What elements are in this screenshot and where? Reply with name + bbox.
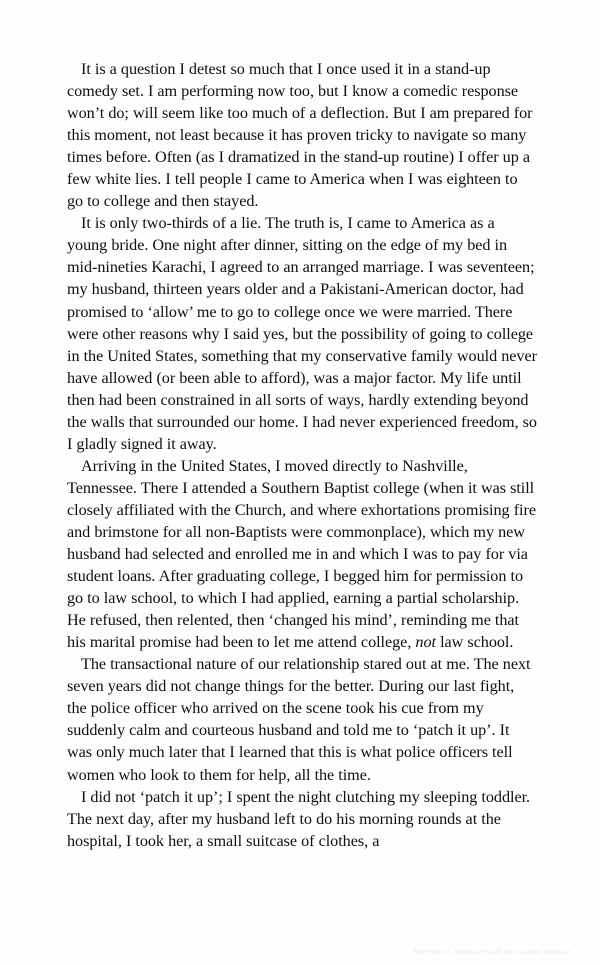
body-paragraph: It is a question I detest so much that I once used it in a stand-up comedy set. I am performing now too, but I know a comedic response won’t do; will seem like too much of a deflection. But I am prepared for this moment, not least because it has proven tricky to navigate so many times before. Often (as I dramatized in the stand-up routine) I offer up a few white lies. I tell people I came to America when I was eighteen to go to college and then stayed. [67,60,533,211]
body-paragraph: It is only two-thirds of a lie. The truth is, I came to America as a young bride. One night after dinner, sitting on the edge of my bed in mid-nineties Karachi, I agreed to an arranged marriage. I was seventeen; my husband, thirteen years older and a Pakistani-American doctor, had promised to ‘allow’ me to go to college once we were married. There were other reasons why I said yes, but the possibility of going to college in the United States, something that my conservative family would never have allowed (or been able to afford), was a major factor. My life until then had been constrained in all sorts of ways, hardly extending beyond the walls that surrounded our home. I had never experienced freedom, so I gladly signed it away. [67,214,537,453]
copyright-watermark [0,941,600,959]
emphasized-word: not [415,633,436,652]
paragraph-text-before-emphasis: Arriving in the United States, I moved directly to Nashville, Tennessee. There I attended a Southern Baptist college (when it was still closely affiliated with the Church, and where exhortations promising fire and brimstone for all non-Baptists were commonplace), which my new husband had selected and enrolled me in and which I was to pay for via student loans. After graduating college, I begged him for permission to go to law school, to which I had applied, earning a partial scholarship. He refused, then relented, then ‘changed his mind’, reminding me that his marital promise had been to let me attend college, [67,456,536,652]
copyright-watermark-text: Материал, защищенный авторским правом [413,947,570,956]
body-paragraph: I did not ‘patch it up’; I spent the night clutching my sleeping toddler. The next day, after my husband left to do his morning rounds at the hospital, I took her, a small suitcase of clothes, a [67,787,531,850]
body-paragraph [67,455,537,653]
paragraph-text-after-emphasis: law school. [435,633,514,652]
page-text-column [67,58,537,852]
body-paragraph: The transactional nature of our relationship stared out at me. The next seven years did not change things for the better. During our last fight, the police officer who arrived on the scene took his cue from my suddenly calm and courteous husband and told me to ‘patch it up’. It was only much later that I learned that this is what police officers tell women who look to them for help, all the time. [67,655,531,784]
